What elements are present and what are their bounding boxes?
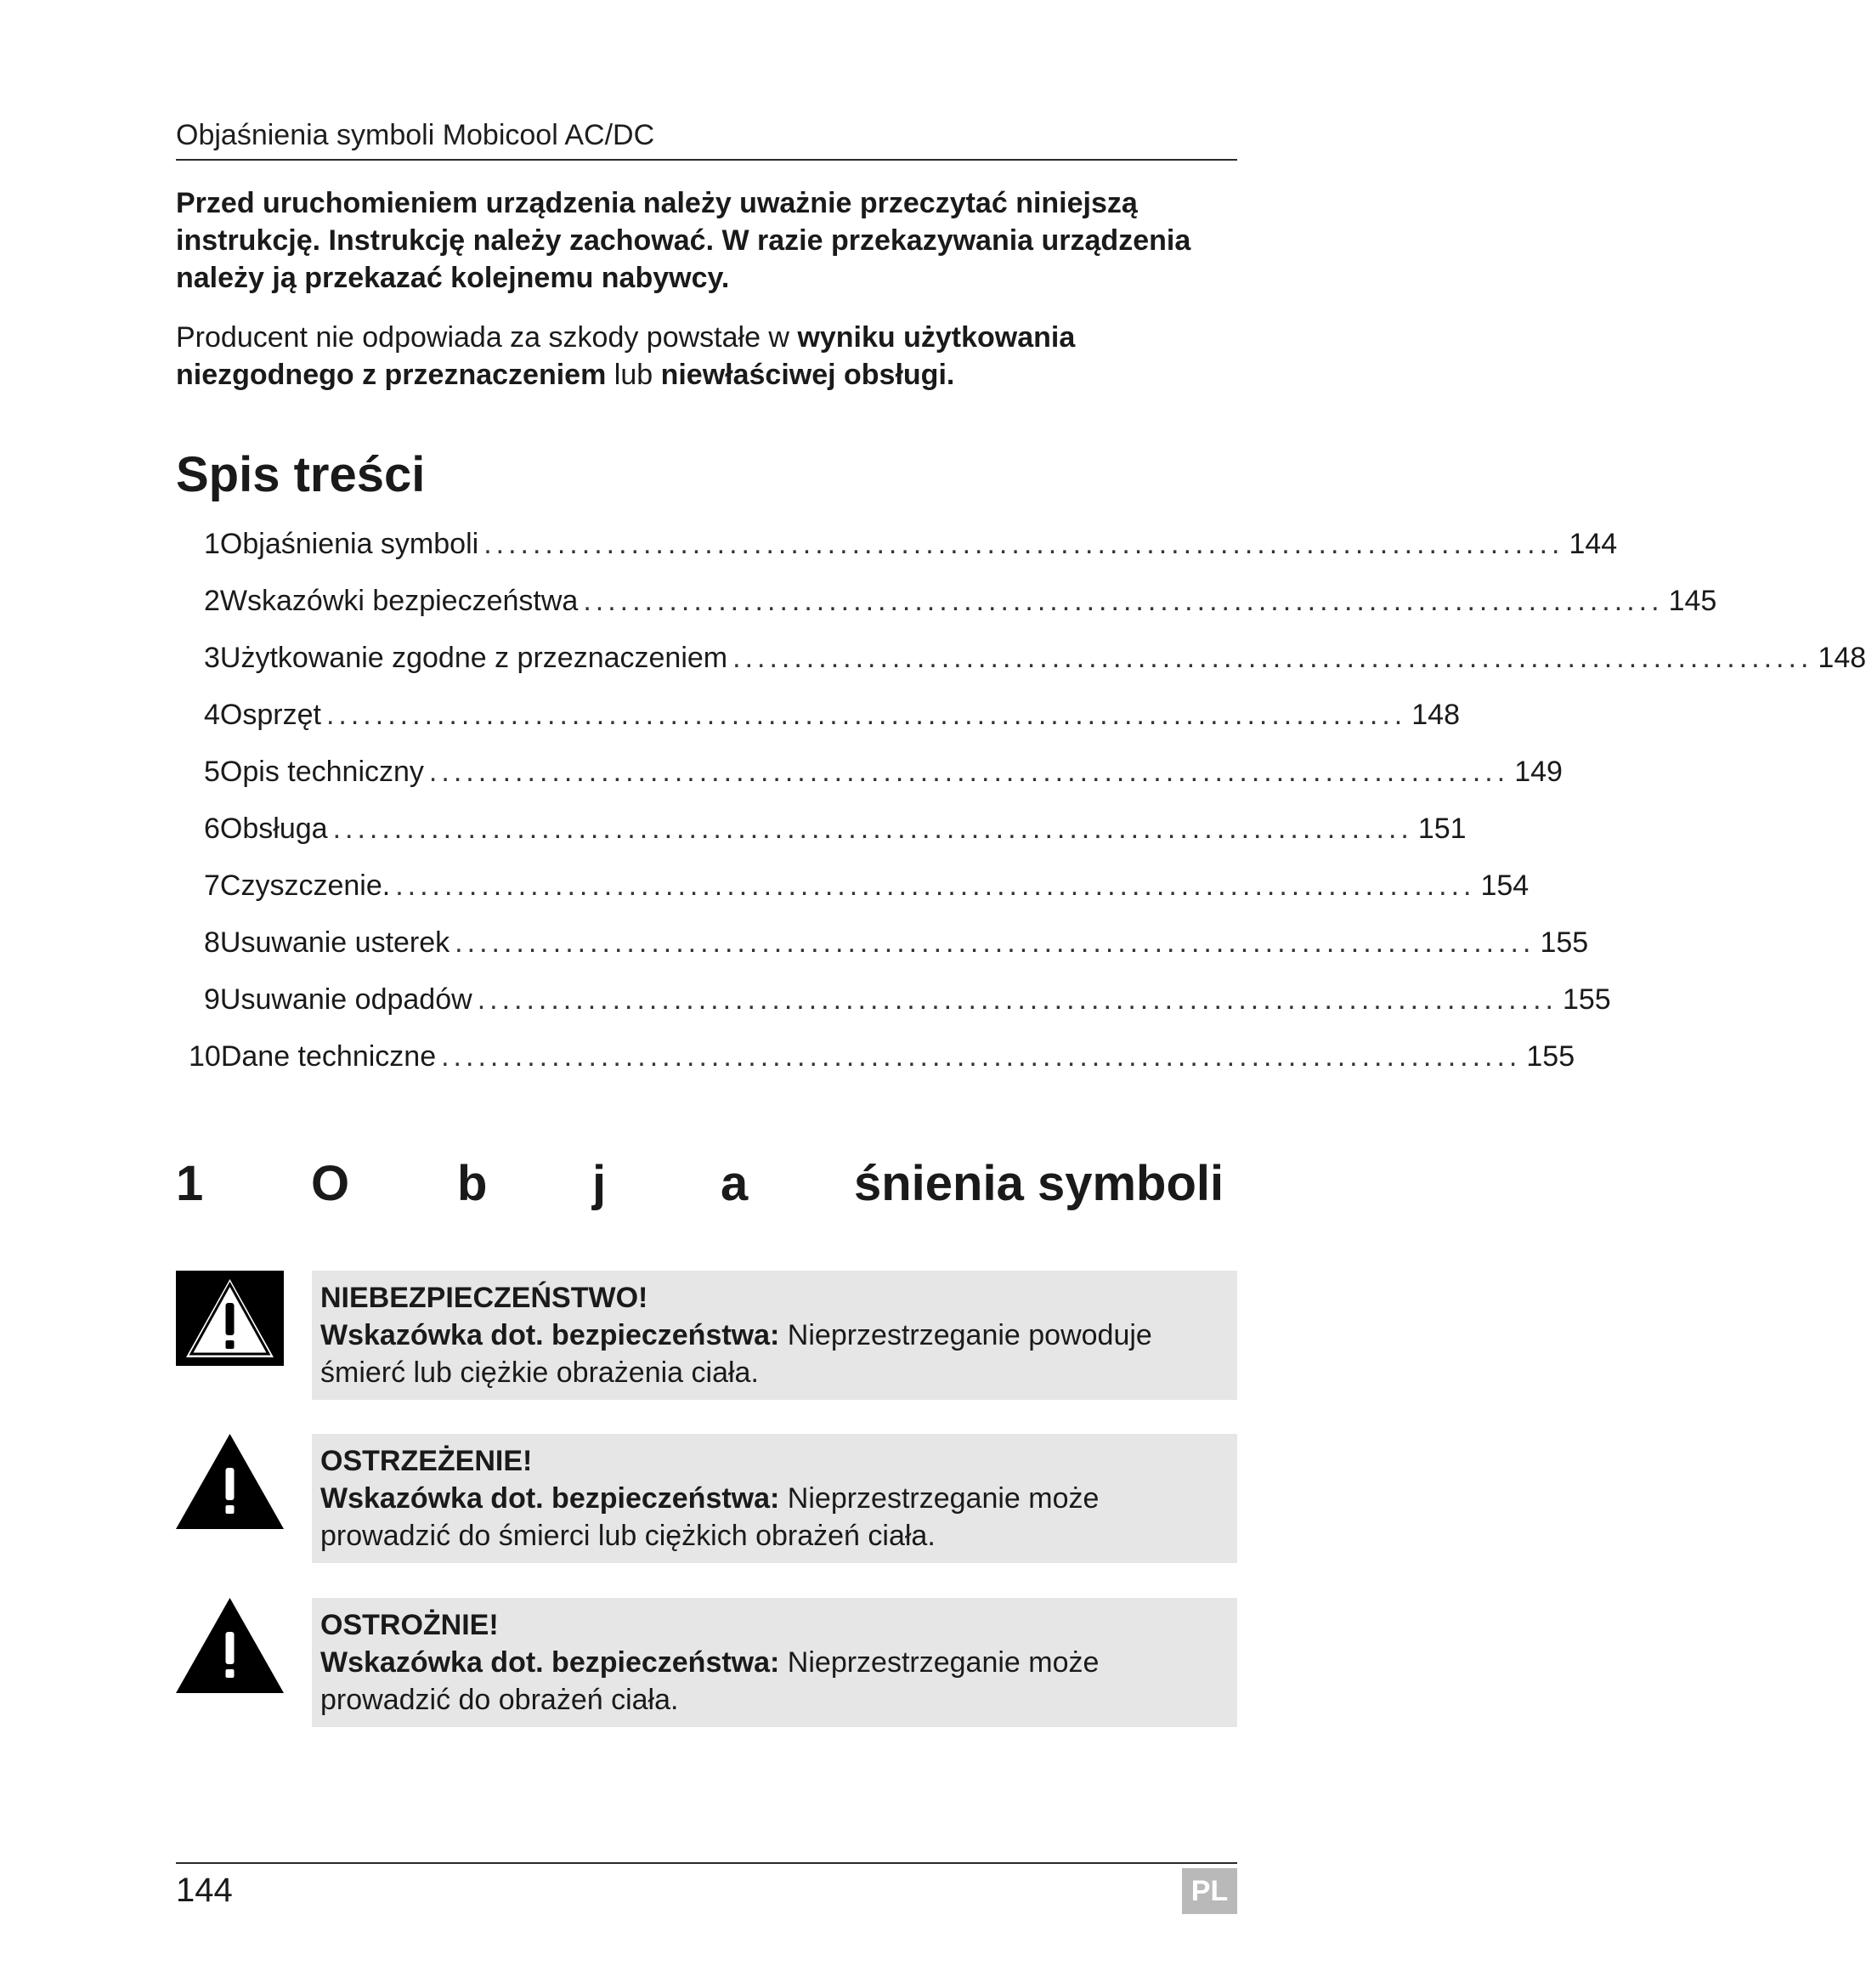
toc-dot-leader: ........................................................................................ [325, 699, 1407, 731]
section-title-letter: a [721, 1156, 749, 1211]
section-title-letter: O [311, 1156, 350, 1211]
toc-dot-leader: ........................................................................................ [395, 869, 1476, 902]
liability-bold-1: wyniku użytkowania niezgodnego z przeznaczeniem [176, 321, 1076, 391]
toc-dot-leader: ........................................................................................ [732, 642, 1813, 674]
toc-item-number: 9 [204, 983, 220, 1016]
toc-item[interactable] [189, 1038, 1575, 1075]
toc-item[interactable] [204, 810, 1467, 847]
manual-page [176, 0, 1866, 1988]
toc-item[interactable] [204, 867, 1530, 904]
signal-word: OSTRZEŻENIE! [320, 1445, 533, 1477]
toc-item-title: Opis techniczny [219, 756, 424, 788]
toc-item-number: 5 [204, 756, 220, 788]
toc-item[interactable] [204, 981, 1611, 1018]
toc-item-title: Obsługa [219, 813, 328, 845]
section-title-letter: j [592, 1156, 607, 1211]
toc-item-title: Osprzęt [219, 699, 321, 731]
toc-item-number: 2 [204, 585, 220, 617]
toc-dot-leader: ........................................................................................ [477, 983, 1558, 1016]
toc-item-page: 155 [1562, 983, 1611, 1016]
toc-item-page: 145 [1668, 585, 1717, 617]
toc-item-title: Usuwanie usterek [219, 926, 450, 959]
toc-item[interactable] [204, 582, 1717, 620]
toc-dot-leader: ........................................................................................ [441, 1040, 1522, 1073]
caution-triangle-icon [176, 1598, 284, 1693]
section-number: 1 [176, 1156, 204, 1211]
toc-item-title: Objaśnienia symboli [219, 528, 479, 560]
toc-item-page: 149 [1514, 756, 1563, 788]
toc-item-page: 155 [1540, 926, 1589, 959]
toc-item-number: 1 [204, 528, 220, 560]
section-title-letter: b [457, 1156, 488, 1211]
safety-note-box [312, 1434, 1237, 1563]
page-number: 144 [176, 1872, 233, 1909]
toc-item-page: 154 [1480, 869, 1530, 902]
toc-item-page: 155 [1526, 1040, 1575, 1073]
liability-paragraph [176, 319, 1237, 394]
toc-dot-leader: ........................................................................................ [583, 585, 1664, 617]
toc-dot-leader: ........................................................................................ [332, 813, 1413, 845]
toc-item-number: 6 [204, 813, 220, 845]
toc-item-title: Dane techniczne [220, 1040, 437, 1073]
safety-note-box [312, 1598, 1237, 1727]
danger-warning-icon [176, 1271, 284, 1366]
liability-text-2: lub [606, 359, 661, 391]
toc-item-page: 151 [1417, 813, 1467, 845]
note-text: Nieprzestrzeganie powoduje śmierć lub ciężkie obrażenia ciała. [320, 1319, 1152, 1389]
signal-word: NIEBEZPIECZEŃSTWO! [320, 1282, 648, 1314]
toc-item-number: 8 [204, 926, 220, 959]
note-text: Nieprzestrzeganie może prowadzić do obrażeń ciała. [320, 1646, 1100, 1716]
toc-item-number: 7 [204, 869, 220, 902]
signal-word: OSTROŻNIE! [320, 1609, 499, 1641]
toc-item-number: 3 [204, 642, 220, 674]
liability-text-1: Producent nie odpowiada za szkody powstałe w [176, 321, 798, 354]
toc-item-number: 4 [204, 699, 220, 731]
toc-item-page: 148 [1818, 642, 1866, 674]
toc-item-title: Usuwanie odpadów [219, 983, 472, 1016]
note-lead: Wskazówka dot. bezpieczeństwa: [320, 1646, 780, 1679]
toc-item[interactable] [204, 753, 1563, 790]
toc-item[interactable] [204, 924, 1589, 961]
toc-item[interactable] [204, 525, 1618, 563]
toc-item[interactable] [204, 639, 1866, 677]
header-divider [176, 159, 1237, 161]
toc-item-title: Czyszczenie. [219, 869, 391, 902]
toc-item-page: 148 [1411, 699, 1460, 731]
intro-warning: Przed uruchomieniem urządzenia należy uważnie przeczytać niniejszą instrukcję. Instrukcję należy zachować. W razie przekazywania urządzenia należy ją przekazać kolejnemu nabywcy. [176, 187, 1191, 294]
note-lead: Wskazówka dot. bezpieczeństwa: [320, 1319, 780, 1351]
toc-dot-leader: ........................................................................................ [428, 756, 1510, 788]
safety-note-box [312, 1271, 1237, 1400]
toc-item-title: Wskazówki bezpieczeństwa [219, 585, 579, 617]
toc-title: Spis treści [176, 447, 426, 502]
toc-item-number: 10 [189, 1040, 221, 1073]
toc-item[interactable] [204, 696, 1460, 733]
running-header: Objaśnienia symboli Mobicool AC/DC [176, 119, 655, 151]
toc-dot-leader: ........................................................................................ [483, 528, 1564, 560]
note-lead: Wskazówka dot. bezpieczeństwa: [320, 1482, 780, 1515]
footer-divider [176, 1862, 1237, 1864]
warning-triangle-icon [176, 1434, 284, 1529]
liability-bold-2: niewłaściwej obsługi. [660, 359, 955, 391]
note-text: Nieprzestrzeganie może prowadzić do śmierci lub ciężkich obrażeń ciała. [320, 1482, 1100, 1552]
toc-item-title: Użytkowanie zgodne z przeznaczeniem [219, 642, 728, 674]
toc-item-page: 144 [1569, 528, 1618, 560]
language-tab: PL [1182, 1868, 1237, 1914]
toc-dot-leader: ........................................................................................ [455, 926, 1535, 959]
section-title-rest: śnienia symboli [854, 1156, 1224, 1211]
